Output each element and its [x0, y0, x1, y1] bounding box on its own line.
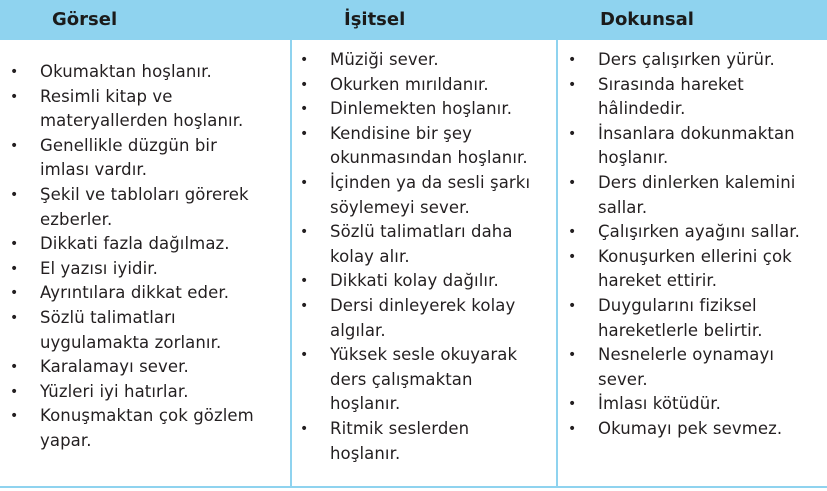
list-item-text: Ritmik seslerden	[330, 418, 470, 438]
list-item	[292, 48, 556, 73]
list-item-text: Ders çalışırken yürür.	[598, 50, 775, 69]
list-item	[292, 122, 556, 171]
list-item-text: Resimli kitap ve	[40, 86, 173, 106]
bullet-icon: •	[10, 260, 19, 277]
list-item-text: Karalamayı sever.	[40, 357, 189, 377]
list-item-text: Sırasında hareket	[598, 74, 744, 94]
list-item	[0, 281, 290, 306]
list-item-text: yapar.	[40, 430, 92, 450]
list-item-text: İnsanlara dokunmaktan	[598, 123, 795, 143]
list-item-text: Yüksek sesle okuyarak	[330, 345, 518, 365]
list-item-text: Sözlü talimatları daha	[330, 222, 513, 242]
list-item-text: Konuşurken ellerini çok	[598, 246, 792, 266]
bullet-icon: •	[10, 236, 19, 253]
list-item-text: Genellikle düzgün bir	[40, 135, 218, 155]
list-item-text: materyallerden hoşlanır.	[40, 111, 244, 131]
bullet-icon: •	[568, 125, 577, 142]
bullet-icon: •	[568, 297, 577, 314]
list-item-text: sallar.	[598, 197, 648, 217]
column-gorsel	[0, 40, 290, 486]
list-item	[0, 404, 290, 453]
list-item-text: Sözlü talimatları	[40, 307, 176, 327]
list-item-text: Okumaktan hoşlanır.	[40, 62, 212, 81]
list-item-text: algılar.	[330, 320, 386, 340]
list-item	[292, 343, 556, 417]
header-gorsel: Görsel	[52, 9, 118, 30]
bullet-icon: •	[300, 420, 309, 437]
bullet-icon: •	[300, 125, 309, 142]
list-item-text: Şekil ve tabloları görerek	[40, 184, 249, 204]
bullet-icon: •	[300, 224, 309, 241]
list-item	[0, 60, 290, 85]
bullet-icon: •	[568, 224, 577, 241]
list-item-text: sever.	[598, 369, 648, 389]
list-item	[558, 343, 827, 392]
bullet-icon: •	[568, 396, 577, 413]
list-item	[0, 85, 290, 134]
bullet-icon: •	[10, 64, 19, 80]
list-item	[0, 232, 290, 257]
list-item-text: hareketlerle belirtir.	[598, 320, 763, 340]
list-item-text: hoşlanır.	[330, 394, 401, 414]
list-item	[292, 269, 556, 294]
list-item-text: Okumayı pek sevmez.	[598, 418, 783, 438]
list-item-text: Konuşmaktan çok gözlem	[40, 406, 254, 426]
list-item	[0, 306, 290, 355]
list-item-text: El yazısı iyidir.	[40, 258, 159, 278]
list-item	[0, 257, 290, 282]
list-item-text: hoşlanır.	[598, 148, 669, 168]
list-item	[558, 417, 827, 442]
bullet-icon: •	[10, 383, 19, 400]
bullet-icon: •	[568, 248, 577, 265]
list-item-text: Ders dinlerken kalemini	[598, 172, 796, 192]
list-item-text: Duygularını fiziksel	[598, 295, 757, 315]
list-item	[558, 392, 827, 417]
list-item	[292, 73, 556, 98]
table-bottom-border	[0, 486, 827, 488]
bullet-icon: •	[568, 347, 577, 364]
list-item-text: ders çalışmaktan	[330, 369, 473, 389]
bullet-icon: •	[300, 52, 309, 68]
list-item	[558, 220, 827, 245]
bullet-icon: •	[568, 420, 577, 437]
list-item-text: Dersi dinleyerek kolay	[330, 295, 516, 315]
list-item	[0, 355, 290, 380]
list-item-text: ezberler.	[40, 209, 113, 229]
list-item	[292, 97, 556, 122]
bullet-icon: •	[10, 137, 19, 154]
bullet-icon: •	[300, 347, 309, 364]
bullet-icon: •	[10, 408, 19, 425]
list-item	[558, 294, 827, 343]
list-item-text: uygulamakta zorlanır.	[40, 332, 222, 352]
list-item-text: Okurken mırıldanır.	[330, 74, 489, 94]
bullet-icon: •	[568, 52, 577, 68]
list-item-text: söylemeyi sever.	[330, 197, 470, 217]
list-item	[558, 48, 827, 73]
bullet-icon: •	[300, 174, 309, 191]
list-item-text: kolay alır.	[330, 246, 410, 266]
list-item	[0, 134, 290, 183]
list-item	[558, 171, 827, 220]
bullet-icon: •	[10, 186, 19, 203]
bullet-icon: •	[300, 101, 309, 118]
bullet-icon: •	[300, 273, 309, 290]
list-item-text: Nesnelerle oynamayı	[598, 345, 775, 365]
table-header	[0, 0, 827, 40]
list-item-text: Yüzleri iyi hatırlar.	[40, 381, 189, 401]
list-item-text: İmlası kötüdür.	[598, 394, 721, 414]
list-item	[292, 171, 556, 220]
list-item	[558, 73, 827, 122]
list-item	[292, 220, 556, 269]
list-item-text: hoşlanır.	[330, 443, 401, 463]
bullet-icon: •	[300, 297, 309, 314]
list-item-text: Ayrıntılara dikkat eder.	[40, 283, 230, 303]
list-item-text: imlası vardır.	[40, 160, 148, 180]
bullet-icon: •	[10, 88, 19, 105]
list-item-text: Müziği sever.	[330, 50, 439, 69]
list-item-text: Çalışırken ayağını sallar.	[598, 222, 801, 242]
list-item-text: İçinden ya da sesli şarkı	[330, 172, 531, 192]
list-item	[0, 380, 290, 405]
bullet-icon: •	[568, 76, 577, 93]
bullet-icon: •	[10, 285, 19, 302]
bullet-icon: •	[300, 76, 309, 93]
list-item	[558, 122, 827, 171]
column-isitsel	[290, 40, 556, 486]
bullet-icon: •	[10, 359, 19, 376]
header-dokunsal: Dokunsal	[600, 9, 694, 30]
gorsel-list	[0, 60, 290, 454]
list-item-text: hareket ettirir.	[598, 271, 718, 291]
list-item	[292, 294, 556, 343]
list-item-text: Kendisine bir şey	[330, 123, 472, 143]
dokunsal-list	[558, 48, 827, 442]
bullet-icon: •	[568, 174, 577, 191]
list-item-text: okunmasından hoşlanır.	[330, 148, 528, 168]
list-item	[292, 417, 556, 466]
list-item	[0, 183, 290, 232]
list-item-text: hâlindedir.	[598, 99, 686, 119]
list-item-text: Dikkati fazla dağılmaz.	[40, 234, 230, 254]
bullet-icon: •	[10, 309, 19, 326]
list-item-text: Dinlemekten hoşlanır.	[330, 99, 513, 119]
header-isitsel: İşitsel	[344, 9, 406, 30]
isitsel-list	[292, 48, 556, 466]
list-item-text: Dikkati kolay dağılır.	[330, 271, 499, 291]
column-dokunsal	[556, 40, 827, 486]
list-item	[558, 245, 827, 294]
